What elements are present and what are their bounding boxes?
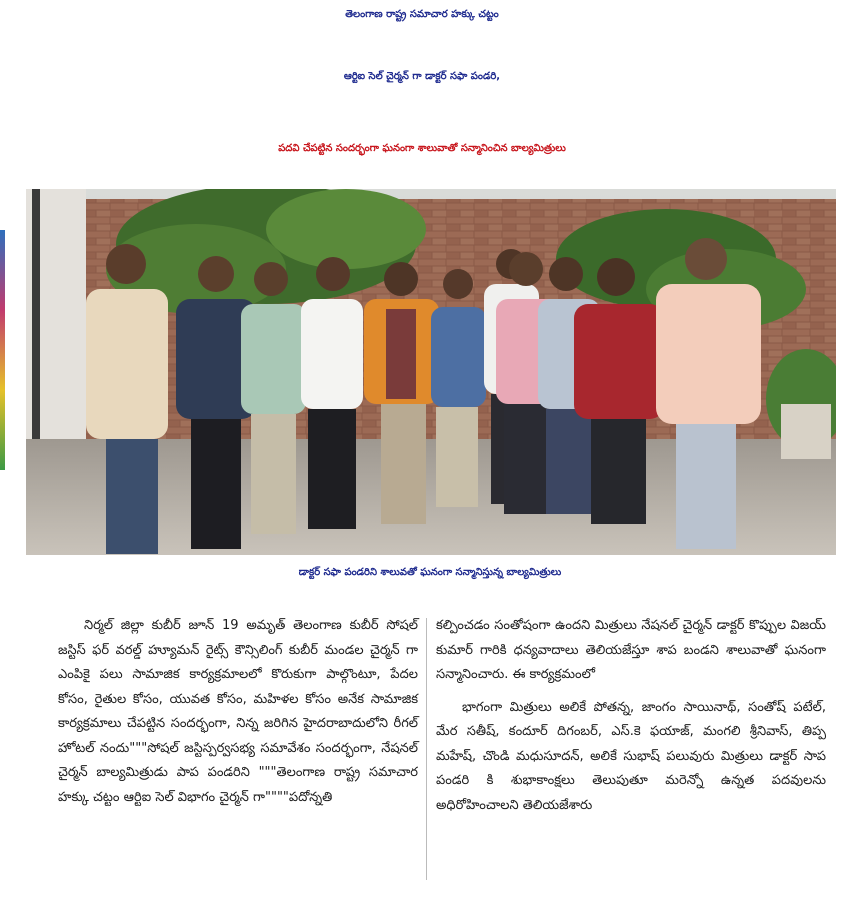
article-left-column: [58, 614, 418, 810]
column-divider: [426, 618, 427, 880]
news-photo: [26, 189, 836, 555]
headline-subtitle: పదవి చేపట్టిన సందర్భంగా ఘనంగా శాలువాతో సన్మానించిన బాల్యమిత్రులు: [278, 143, 566, 154]
adjacent-page-edge: [0, 230, 5, 470]
headline-line-1: తెలంగాణ రాష్ట్ర సమాచార హక్కు చట్టం: [345, 9, 499, 20]
article-right-column: [436, 614, 826, 818]
headline-line-2: ఆర్టిఐ సెల్ చైర్మన్ గా డాక్టర్ సఫా పండరి,: [343, 71, 501, 82]
article-paragraph: కల్పించడం సంతోషంగా ఉందని మిత్రులు నేషనల్ చైర్మన్ డాక్టర్ కొప్పుల విజయ్ కుమార్ గారికి ధన్యవాదాలు తెలియజేస్తూ శాప బండని శాలువాతో ఘనంగా సన్మానించారు. ఈ కార్యక్రమంలో: [436, 618, 826, 682]
photo-caption: డాక్టర్ సఫా పండరిని శాలువతో ఘనంగా సన్మానిస్తున్న బాల్యమిత్రులు: [298, 567, 562, 578]
article-paragraph: భాగంగా మిత్రులు అలికే పోతన్న, జాంగం సాయినాథ్, సంతోష్ పటేల్, మేర సతీష్, కందూర్ దిగంబర్, ఎస్.కె ఫయాజ్, మంగలి శ్రీనివాస్, తిప్ప మహేష్, చొండి మధుసూదన్, అలికే సుభాష్ పలువురు మిత్రులు డాక్టర్ సాప పండరి కి శుభాకాంక్షలు తెలుపుతూ మరెన్నో ఉన్నత పదవులను అధిరోహించాలని తెలియజేశారు: [436, 699, 826, 813]
article-paragraph: నిర్మల్ జిల్లా కుబీర్ జూన్ 19 అమృత్ తెలంగాణ కుబీర్ సోషల్ జస్టిస్ ఫర్ వరల్డ్ హ్యూమన్ రైట్స్ కౌన్సిలింగ్ కుబీర్ మండల చైర్మన్ గా ఎంపికై పలు సామాజిక కార్యక్రమాలలో కొరుకుగా పాల్గొంటూ, పేదల కోసం, రైతుల కోసం, యువత కోసం, మహిళల కోసం అనేక సామాజిక కార్యక్రమాలు చేపట్టిన సందర్భంగా, నిన్న జరిగిన హైదరాబాదులోని రీగల్ హోటల్ నందు"""సోషల్ జస్టిస్పర్వసభ్య సమావేశం సందర్భంగా, నేషనల్ చైర్మన్ బాల్యమిత్రుడు పాప పండరిని """తెలంగాణ రాష్ట్ర సమాచార హక్కు చట్టం ఆర్టిఐ సెల్ విభాగం చైర్మన్ గా""""పదోన్నతి: [58, 618, 418, 805]
